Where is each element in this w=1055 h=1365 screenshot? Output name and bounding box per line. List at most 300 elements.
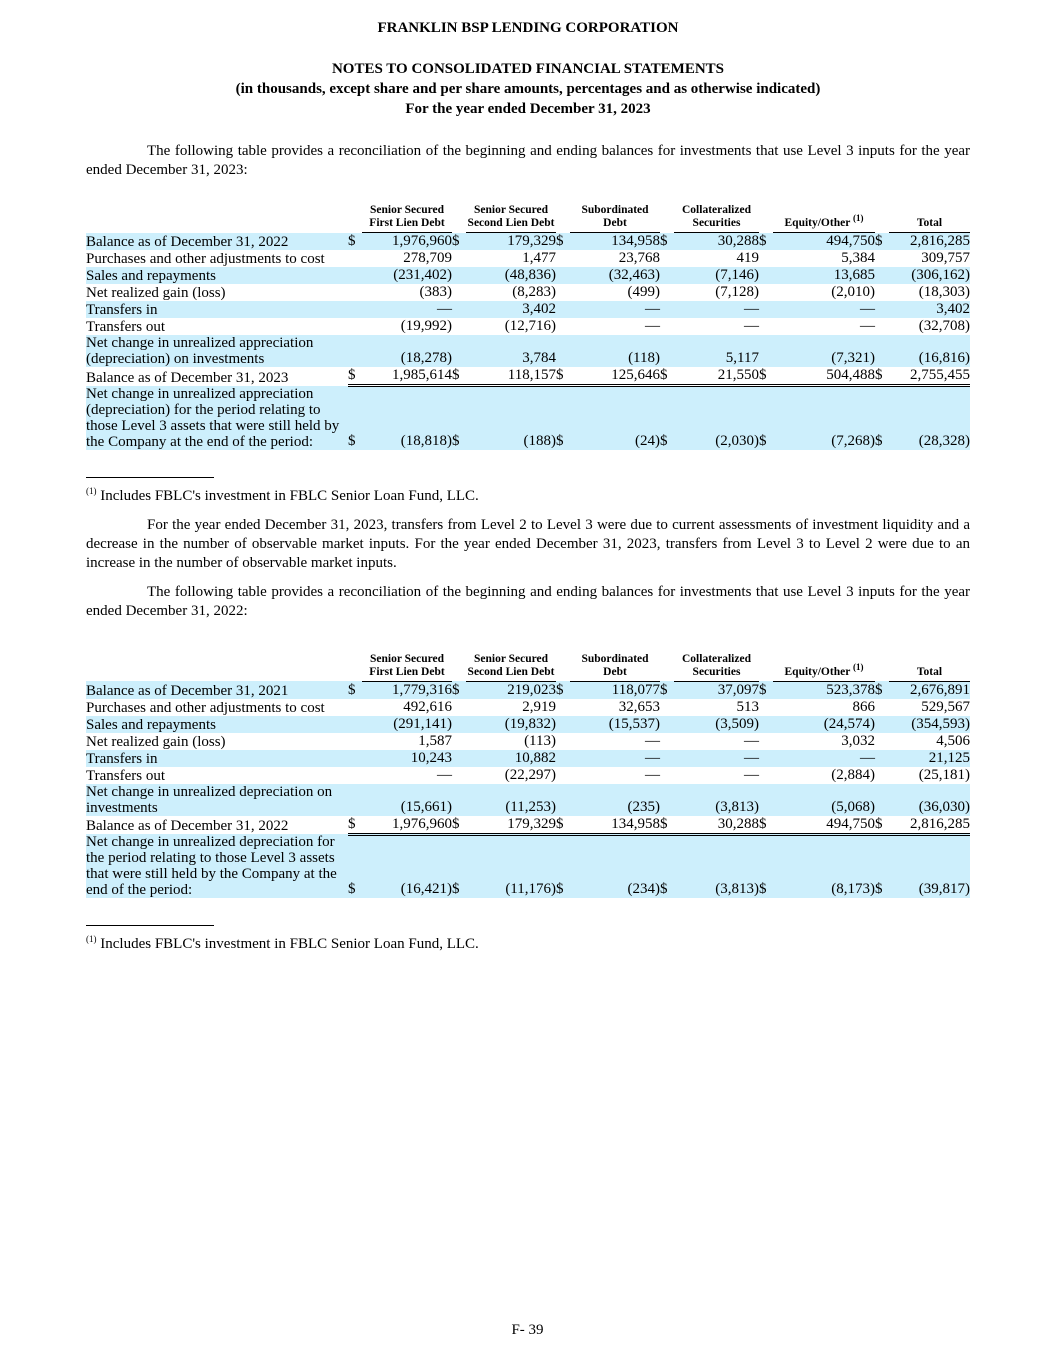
table-cell-value: 494,750 xyxy=(773,816,875,835)
table-cell-value: 1,985,614 xyxy=(362,367,452,386)
currency-symbol xyxy=(452,318,466,335)
notes-period: For the year ended December 31, 2023 xyxy=(405,101,651,117)
currency-symbol xyxy=(556,733,570,750)
table-row xyxy=(86,681,970,699)
currency-symbol xyxy=(660,716,674,733)
currency-symbol: $ xyxy=(759,386,773,450)
column-header-label: Equity/Other xyxy=(784,665,851,678)
currency-symbol xyxy=(556,284,570,301)
table-row xyxy=(86,716,970,733)
currency-symbol: $ xyxy=(348,386,362,450)
currency-symbol xyxy=(452,716,466,733)
table-cell-value: (499) xyxy=(627,284,660,300)
currency-symbol xyxy=(875,250,889,267)
currency-symbol xyxy=(452,699,466,716)
column-header xyxy=(889,653,970,682)
currency-symbol xyxy=(452,250,466,267)
column-header-label: Subordinated Debt xyxy=(581,652,649,678)
currency-symbol: $ xyxy=(875,367,889,386)
table-cell-value: (8,283) xyxy=(512,284,556,300)
currency-symbol xyxy=(452,301,466,318)
table-cell-value: 118,077 xyxy=(570,681,660,699)
table-cell-value: 5,384 xyxy=(841,250,875,266)
table-cell-value: 30,288 xyxy=(674,233,759,251)
header-spacer-cell xyxy=(875,204,889,233)
table-cell-value: 1,477 xyxy=(522,250,556,266)
table-cell-value: 2,816,285 xyxy=(889,233,970,251)
currency-symbol xyxy=(348,750,362,767)
table-cell-value: 3,402 xyxy=(466,301,556,318)
notes-title: NOTES TO CONSOLIDATED FINANCIAL STATEMENTS xyxy=(331,61,725,77)
currency-symbol: $ xyxy=(556,816,570,835)
currency-symbol xyxy=(452,750,466,767)
row-label: Transfers in xyxy=(86,750,348,767)
column-header-label: Senior Secured Second Lien Debt xyxy=(467,652,555,678)
currency-symbol xyxy=(660,335,674,367)
column-header-label: Senior Secured First Lien Debt xyxy=(369,652,445,678)
table-cell-value: 37,097 xyxy=(674,681,759,699)
table-row xyxy=(86,318,970,335)
row-label: Net realized gain (loss) xyxy=(86,733,226,750)
currency-symbol xyxy=(348,733,362,750)
table-cell-value: — xyxy=(645,318,660,334)
table-cell-value: (235) xyxy=(570,784,660,816)
row-label: Transfers in xyxy=(86,301,348,318)
row-label: Purchases and other adjustments to cost xyxy=(86,699,325,716)
currency-symbol xyxy=(348,699,362,716)
currency-symbol xyxy=(875,267,889,284)
table-cell-value: (7,146) xyxy=(674,267,759,284)
table-cell-value: 21,550 xyxy=(674,367,759,386)
currency-symbol xyxy=(660,767,674,784)
table-cell-value: 23,768 xyxy=(618,250,660,266)
row-label: Balance as of December 31, 2023 xyxy=(86,369,289,386)
table-cell-value: (18,278) xyxy=(362,335,452,367)
currency-symbol: $ xyxy=(452,367,466,386)
currency-symbol xyxy=(348,318,362,335)
table-cell-value: — xyxy=(645,732,660,749)
currency-symbol xyxy=(759,750,773,767)
currency-symbol: $ xyxy=(452,386,466,450)
currency-symbol: $ xyxy=(660,386,674,450)
row-label: Balance as of December 31, 2022 xyxy=(86,818,289,834)
table-row xyxy=(86,784,970,816)
currency-symbol xyxy=(875,335,889,367)
table-cell-value: 32,653 xyxy=(618,698,660,715)
table-cell-value: 492,616 xyxy=(403,698,452,715)
currency-symbol: $ xyxy=(452,816,466,835)
table-cell-value: 30,288 xyxy=(674,816,759,835)
table-cell-value: — xyxy=(860,318,875,334)
column-header-label: Collateralized Securities xyxy=(682,652,751,678)
row-label: Purchases and other adjustments to cost xyxy=(86,251,325,267)
table-cell-value: (12,716) xyxy=(504,318,556,334)
table-cell-value: (28,328) xyxy=(889,386,970,450)
currency-symbol xyxy=(759,250,773,267)
currency-symbol xyxy=(660,750,674,767)
table-cell-value: (354,593) xyxy=(889,716,970,733)
column-header-label: Senior Secured Second Lien Debt xyxy=(467,204,555,229)
currency-symbol xyxy=(660,733,674,750)
table-cell-value: 10,243 xyxy=(362,750,452,767)
table-cell-value: (2,884) xyxy=(831,766,875,783)
reconciliation-table-2022 xyxy=(86,653,970,899)
currency-symbol xyxy=(759,284,773,301)
reconciliation-table-2023 xyxy=(86,204,970,450)
footnote-mark: (1) xyxy=(852,661,864,672)
currency-symbol xyxy=(660,267,674,284)
table-cell-value: 309,757 xyxy=(921,250,970,266)
column-header xyxy=(570,204,660,233)
currency-symbol xyxy=(875,750,889,767)
currency-symbol: $ xyxy=(452,834,466,898)
table-cell-value: (18,303) xyxy=(918,284,970,300)
header-spacer-cell xyxy=(348,653,362,682)
table-cell-value: (19,992) xyxy=(400,318,452,334)
currency-symbol: $ xyxy=(759,681,773,699)
header-spacer-cell xyxy=(556,653,570,682)
table-cell-value: — xyxy=(674,750,759,767)
currency-symbol: $ xyxy=(875,816,889,835)
table-cell-value: (19,832) xyxy=(466,716,556,733)
table-cell-value: 504,488 xyxy=(773,367,875,386)
column-header xyxy=(466,204,556,233)
page-number: F- 39 xyxy=(511,1322,544,1338)
table-cell-value: (39,817) xyxy=(889,834,970,898)
table-row xyxy=(86,233,970,251)
table-cell-value: (24) xyxy=(570,386,660,450)
currency-symbol xyxy=(556,318,570,335)
column-header xyxy=(570,653,660,682)
table-cell-value: — xyxy=(570,750,660,767)
table-cell-value: — xyxy=(362,301,452,318)
currency-symbol xyxy=(759,267,773,284)
column-header-label: Subordinated Debt xyxy=(581,204,649,229)
column-header xyxy=(674,204,759,233)
table-cell-value: 1,976,960 xyxy=(362,233,452,251)
column-header xyxy=(362,653,452,682)
column-header xyxy=(466,653,556,682)
table-cell-value: (3,813) xyxy=(674,834,759,898)
currency-symbol xyxy=(875,733,889,750)
currency-symbol xyxy=(452,267,466,284)
table-cell-value: 419 xyxy=(736,250,759,266)
column-header-label: Total xyxy=(916,217,943,229)
table-cell-value: 1,976,960 xyxy=(362,816,452,835)
table-cell-value: 2,816,285 xyxy=(889,816,970,835)
row-label: Transfers out xyxy=(86,319,166,335)
footnote-text: Includes FBLC's investment in FBLC Senior Loan Fund, LLC. xyxy=(100,936,479,952)
footnote-mark: (1) xyxy=(86,485,97,496)
table-cell-value: (24,574) xyxy=(773,716,875,733)
table-cell-value: 2,676,891 xyxy=(889,681,970,699)
row-label: Net change in unrealized appreciation (depreciation) for the period relating to those Level 3 assets that were still held by the Company at the end of the period: xyxy=(86,386,348,450)
currency-symbol: $ xyxy=(875,681,889,699)
table-row xyxy=(86,301,970,318)
table-cell-value: — xyxy=(437,766,452,783)
row-label: Net change in unrealized depreciation for the period relating to those Level 3 assets that were still held by the Company at the end of the period: xyxy=(86,834,348,898)
table-cell-value: (11,253) xyxy=(466,784,556,816)
table-row xyxy=(86,699,970,716)
currency-symbol xyxy=(556,301,570,318)
table-cell-value: (7,128) xyxy=(715,284,759,300)
table-cell-value: (18,818) xyxy=(362,386,452,450)
currency-symbol xyxy=(348,335,362,367)
table-row xyxy=(86,733,970,750)
currency-symbol xyxy=(759,301,773,318)
table-cell-value: 134,958 xyxy=(570,233,660,251)
footnote-2022 xyxy=(86,935,970,954)
currency-symbol: $ xyxy=(660,233,674,251)
table-row xyxy=(86,386,970,450)
currency-symbol: $ xyxy=(348,816,362,835)
table-cell-value: (8,173) xyxy=(773,834,875,898)
transfers-paragraph: For the year ended December 31, 2023, transfers from Level 2 to Level 3 were due to current assessments of investment liquidity and a decrease in the number of observable market inputs. For the year ended December 31, 2023, transfers from Level 3 to Level 2 were due to an increase in the number of observable market inputs. xyxy=(86,516,970,571)
table-row xyxy=(86,750,970,767)
currency-symbol: $ xyxy=(660,834,674,898)
table-row xyxy=(86,767,970,784)
currency-symbol: $ xyxy=(556,233,570,251)
row-label: Balance as of December 31, 2021 xyxy=(86,681,348,699)
table-row xyxy=(86,267,970,284)
currency-symbol: $ xyxy=(759,816,773,835)
row-label: Transfers out xyxy=(86,767,166,784)
currency-symbol xyxy=(875,284,889,301)
currency-symbol xyxy=(348,267,362,284)
table-cell-value: 134,958 xyxy=(570,816,660,835)
currency-symbol xyxy=(759,699,773,716)
column-header-label: Senior Secured First Lien Debt xyxy=(369,204,445,229)
currency-symbol xyxy=(556,335,570,367)
column-header-label: Collateralized Securities xyxy=(682,204,751,229)
currency-symbol xyxy=(875,716,889,733)
footnote-rule xyxy=(86,477,214,478)
currency-symbol xyxy=(348,284,362,301)
currency-symbol xyxy=(759,733,773,750)
table-cell-value: 529,567 xyxy=(921,698,970,715)
header-spacer-cell xyxy=(660,204,674,233)
table-cell-value: 278,709 xyxy=(403,250,452,266)
currency-symbol xyxy=(348,301,362,318)
table-cell-value: 513 xyxy=(736,698,759,715)
currency-symbol: $ xyxy=(875,834,889,898)
table-cell-value: (188) xyxy=(466,386,556,450)
currency-symbol xyxy=(875,699,889,716)
table-cell-value: (7,268) xyxy=(773,386,875,450)
table-cell-value: 13,685 xyxy=(773,267,875,284)
currency-symbol xyxy=(660,250,674,267)
table-cell-value: (306,162) xyxy=(889,267,970,284)
currency-symbol xyxy=(759,767,773,784)
column-header-label: Equity/Other xyxy=(784,217,851,229)
table-cell-value: 179,329 xyxy=(466,816,556,835)
column-header xyxy=(773,204,875,233)
currency-symbol xyxy=(556,716,570,733)
table-cell-value: — xyxy=(773,301,875,318)
currency-symbol xyxy=(556,750,570,767)
table-header-row xyxy=(86,204,970,233)
currency-symbol xyxy=(875,318,889,335)
table-cell-value: (11,176) xyxy=(466,834,556,898)
footnote-mark: (1) xyxy=(852,213,864,224)
header-blank-cell xyxy=(86,653,348,682)
header-spacer-cell xyxy=(452,204,466,233)
currency-symbol: $ xyxy=(452,233,466,251)
table-cell-value: (2,030) xyxy=(674,386,759,450)
table-cell-value: (16,816) xyxy=(889,335,970,367)
table-cell-value: (3,509) xyxy=(674,716,759,733)
currency-symbol xyxy=(556,699,570,716)
row-label: Balance as of December 31, 2022 xyxy=(86,233,348,251)
table-cell-value: 125,646 xyxy=(570,367,660,386)
table-row xyxy=(86,284,970,301)
table-cell-value: (291,141) xyxy=(362,716,452,733)
currency-symbol xyxy=(348,250,362,267)
currency-symbol: $ xyxy=(759,834,773,898)
currency-symbol xyxy=(348,767,362,784)
table-cell-value: (15,661) xyxy=(362,784,452,816)
currency-symbol: $ xyxy=(660,816,674,835)
row-label: Net realized gain (loss) xyxy=(86,285,226,301)
column-header xyxy=(362,204,452,233)
currency-symbol: $ xyxy=(348,681,362,699)
table-cell-value: (5,068) xyxy=(773,784,875,816)
currency-symbol xyxy=(875,301,889,318)
table-cell-value: 3,784 xyxy=(466,335,556,367)
currency-symbol xyxy=(660,784,674,816)
currency-symbol: $ xyxy=(875,386,889,450)
table-row xyxy=(86,250,970,267)
table-cell-value: 3,032 xyxy=(841,732,875,749)
currency-symbol xyxy=(556,267,570,284)
currency-symbol xyxy=(660,318,674,335)
header-blank-cell xyxy=(86,204,348,233)
currency-symbol: $ xyxy=(348,233,362,251)
currency-symbol: $ xyxy=(348,367,362,386)
company-name: FRANKLIN BSP LENDING CORPORATION xyxy=(377,20,679,36)
table-cell-value: — xyxy=(773,750,875,767)
intro-paragraph-2022: The following table provides a reconciliation of the beginning and ending balances for investments that use Level 3 inputs for the year ended December 31, 2022: xyxy=(86,583,970,619)
currency-symbol xyxy=(556,250,570,267)
table-cell-value: (7,321) xyxy=(773,335,875,367)
table-cell-value: 179,329 xyxy=(466,233,556,251)
currency-symbol xyxy=(452,335,466,367)
currency-symbol xyxy=(452,733,466,750)
table-cell-value: 866 xyxy=(852,698,875,715)
currency-symbol xyxy=(875,784,889,816)
table-cell-value: 2,919 xyxy=(522,698,556,715)
currency-symbol: $ xyxy=(759,367,773,386)
table-cell-value: — xyxy=(674,301,759,318)
currency-symbol: $ xyxy=(556,681,570,699)
table-cell-value: — xyxy=(744,766,759,783)
currency-symbol: $ xyxy=(556,367,570,386)
currency-symbol xyxy=(759,318,773,335)
table-cell-value: (118) xyxy=(570,335,660,367)
row-label: Net change in unrealized depreciation on investments xyxy=(86,784,348,816)
intro-paragraph-2023: The following table provides a reconciliation of the beginning and ending balances for investments that use Level 3 inputs for the year ended December 31, 2023: xyxy=(86,143,970,178)
footnote-rule xyxy=(86,925,214,926)
footnote-2023 xyxy=(86,487,970,506)
header-spacer-cell xyxy=(348,204,362,233)
currency-symbol xyxy=(348,784,362,816)
table-cell-value: (16,421) xyxy=(362,834,452,898)
table-cell-value: (32,463) xyxy=(570,267,660,284)
currency-symbol xyxy=(759,716,773,733)
currency-symbol: $ xyxy=(759,233,773,251)
footnote-text: Includes FBLC's investment in FBLC Senior Loan Fund, LLC. xyxy=(100,487,479,504)
currency-symbol xyxy=(556,784,570,816)
table-cell-value: — xyxy=(744,732,759,749)
table-cell-value: 4,506 xyxy=(936,732,970,749)
table-cell-value: 523,378 xyxy=(773,681,875,699)
table-cell-value: 494,750 xyxy=(773,233,875,251)
header-spacer-cell xyxy=(759,653,773,682)
table-header-row xyxy=(86,653,970,682)
table-cell-value: (383) xyxy=(419,284,452,300)
currency-symbol: $ xyxy=(875,233,889,251)
table-cell-value: (48,836) xyxy=(466,267,556,284)
footnote-mark: (1) xyxy=(86,934,97,944)
currency-symbol xyxy=(452,784,466,816)
header-spacer-cell xyxy=(759,204,773,233)
header-spacer-cell xyxy=(556,204,570,233)
table-cell-value: 21,125 xyxy=(889,750,970,767)
table-cell-value: (3,813) xyxy=(674,784,759,816)
currency-symbol: $ xyxy=(452,681,466,699)
column-header-label: Total xyxy=(916,665,943,678)
row-label: Sales and repayments xyxy=(86,716,348,733)
currency-symbol: $ xyxy=(660,367,674,386)
currency-symbol: $ xyxy=(660,681,674,699)
header-spacer-cell xyxy=(660,653,674,682)
table-cell-value: (234) xyxy=(570,834,660,898)
column-header xyxy=(674,653,759,682)
table-row xyxy=(86,834,970,898)
table-cell-value: 1,779,316 xyxy=(362,681,452,699)
table-row xyxy=(86,367,970,386)
row-label: Net change in unrealized appreciation (depreciation) on investments xyxy=(86,335,348,367)
row-label: Sales and repayments xyxy=(86,267,348,284)
table-cell-value: 5,117 xyxy=(674,335,759,367)
currency-symbol xyxy=(875,767,889,784)
table-cell-value: 3,402 xyxy=(889,301,970,318)
currency-symbol: $ xyxy=(556,386,570,450)
table-cell-value: (15,537) xyxy=(570,716,660,733)
table-cell-value: 1,587 xyxy=(418,732,452,749)
currency-symbol xyxy=(452,284,466,301)
table-cell-value: 2,755,455 xyxy=(889,367,970,386)
table-cell-value: — xyxy=(744,318,759,334)
table-cell-value: (2,010) xyxy=(831,284,875,300)
column-header xyxy=(773,653,875,682)
table-row xyxy=(86,335,970,367)
currency-symbol xyxy=(660,284,674,301)
table-cell-value: (22,297) xyxy=(504,766,556,783)
table-cell-value: (231,402) xyxy=(362,267,452,284)
currency-symbol xyxy=(759,784,773,816)
currency-symbol xyxy=(660,301,674,318)
currency-symbol xyxy=(452,767,466,784)
table-cell-value: — xyxy=(570,301,660,318)
header-spacer-cell xyxy=(875,653,889,682)
table-cell-value: (32,708) xyxy=(918,318,970,334)
table-cell-value: — xyxy=(645,766,660,783)
table-cell-value: (25,181) xyxy=(918,766,970,783)
document-page xyxy=(86,0,970,954)
table-cell-value: 219,023 xyxy=(466,681,556,699)
currency-symbol xyxy=(759,335,773,367)
